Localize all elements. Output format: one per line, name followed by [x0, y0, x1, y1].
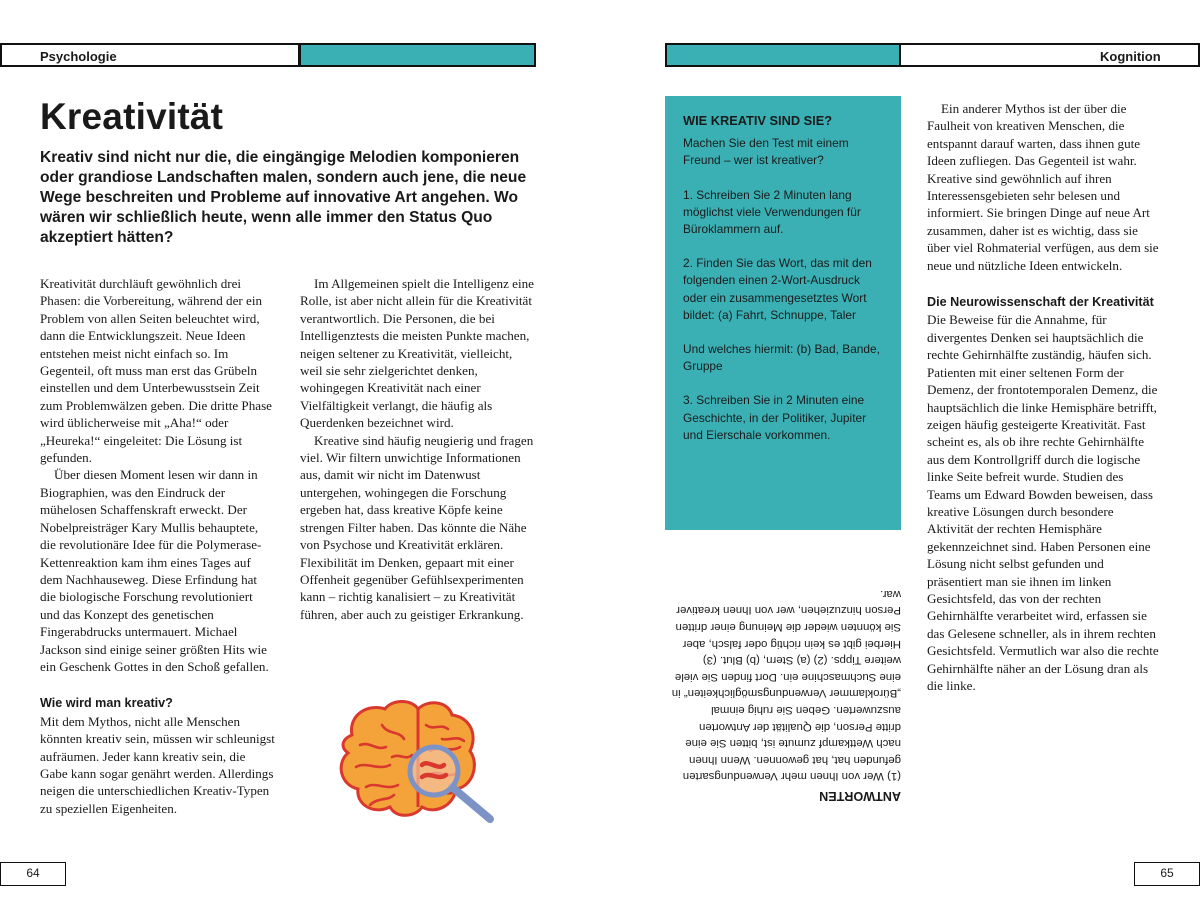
right-header-accent-bar — [665, 43, 901, 67]
paragraph: Im Allgemeinen spielt die Intelligenz eine Rolle, ist aber nicht allein für die Kreativität verantwortlich. Die Personen, die bei Intelligenztests die meisten Punkte machen, neigen seltener zu Kreativität, vielleicht, weil sie sehr zielgerichtet denken, wohingegen Kreativität nach einer Vielfältigkeit verlangt, die häufig als Querdenken bezeichnet wird. — [300, 276, 534, 431]
answers-text: (1) Wer von Ihnen mehr Verwendungsarten gefunden hat, hat gewonnen. Wenn Ihnen nach Wettkampf zumute ist, bitten Sie eine dritte Person, die Qualität der Antworten auszuwerten. Geben Sie ruhig einmal „Büroklammer Verwendungsmöglichkeiten“ in eine Suchmaschine ein. Dort finden Sie viele weitere Tipps. (2) (a) Stern, (b) Blut. (3) Hierbei gibt es kein richtig oder falsch, aber Sie könnten wieder die Meinung einer dritten Person hinzuziehen, wer von Ihnen kreativer war. — [671, 587, 901, 783]
right-page-number: 65 — [1134, 862, 1200, 886]
quiz-box — [665, 96, 901, 530]
left-header-accent-bar — [299, 43, 536, 67]
left-column-1 — [40, 275, 275, 817]
quiz-question-1: 1. Schreiben Sie 2 Minuten lang möglichst viele Verwendungen für Büroklammern auf. — [683, 187, 861, 237]
paragraph: Über diesen Moment lesen wir dann in Biographien, was den Eindruck der mühelosen Schaffenskraft erweckt. Der Nobelpreisträger Kary Mullis behauptete, die revolutionäre Idee für die Polymerase-Kettenreaktion kam ihm eines Tages auf dem Nachhauseweg. Diese Erfindung hat die biologische Forschung revolutioniert und das Konzept des genetischen Fingerabdrucks untermauert. Michael Jackson sind einige seiner größten Hits wie ein Geschenk Gottes in den Schoß gefallen. — [40, 467, 269, 674]
paragraph: Ein anderer Mythos ist der über die Faulheit von kreativen Menschen, die entspannt darauf warten, dass ihnen gute Ideen zufliegen. Das Gegenteil ist wahr. Kreative sind gewöhnlich auf ihren Interessensgebieten sehr belesen und informiert. Sie bringen Dinge auf neue Art zusammen, daher ist es wichtig, dass sie über viel Rohmaterial verfügen, aus dem sie neue und nützliche Ideen entwickeln. — [927, 101, 1159, 273]
quiz-question-3: 3. Schreiben Sie in 2 Minuten eine Geschichte, in der Politiker, Jupiter und Eierschale vorkommen. — [683, 393, 867, 442]
paragraph: Die Beweise für die Annahme, für divergentes Denken sei hauptsächlich die rechte Gehirnhälfte zuständig, häufen sich. Patienten mit einer seltenen Form der Demenz, der frontotemporalen Demenz, die hauptsächlich die linke Hemisphäre betrifft, zeigen häufig gesteigerte Kreativität. Fast scheint es, als ob ihre rechte Gehirnhälfte aus dem Kontrollgriff durch die logische linke Seite befreit wurde. Studien des Teams um Edward Bowden beweisen, dass kreative Lösungen durch besondere Aktivität der rechten Hemisphäre gekennzeichnet sind. Haben Personen eine Lösung nicht selbst gefunden und präsentiert man sie ihnen im linken Gesichtsfeld, das von der rechten Gehirnhälfte verarbeitet wird, erfassen sie das Gelesene schneller, als in ihrem rechten Gesichtsfeld. Vermutlich war also die rechte Gehirnhälfte näher an der Lösung dran als die linke. — [927, 312, 1159, 693]
quiz-question-2: 2. Finden Sie das Wort, das mit den folgenden einen 2-Wort-Ausdruck oder ein zusammengesetztes Wort bildet: (a) Fahrt, Schnuppe, Taler — [683, 256, 872, 322]
left-page-number: 64 — [0, 862, 66, 886]
left-section-label: Psychologie — [40, 49, 117, 64]
page-title: Kreativität — [40, 96, 224, 137]
right-column — [927, 100, 1159, 694]
quiz-intro: Machen Sie den Test mit einem Freund – wer ist kreativer? — [683, 136, 849, 168]
brain-illustration — [330, 695, 505, 830]
paragraph: Kreative sind häufig neugierig und fragen viel. Wir filtern unwichtige Informationen aus, damit wir nicht im Datenwust untergehen, wohingegen die Forschung ergeben hat, dass kreative Köpfe keine strengen Filter haben. Das könnte die Nähe von Psychose und Kreativität erklären. Flexibilität im Denken, gepaart mit einer Offenheit gegenüber Gefühlsexperimenten kann – richtig kanalisiert – zu Kreativität führen, aber auch zu geistiger Erkrankung. — [300, 432, 534, 622]
subheading: Wie wird man kreativ? — [40, 696, 173, 711]
paragraph: Mit dem Mythos, nicht alle Menschen könnten kreativ sein, müssen wir schleunigst aufräumen. Jeder kann kreativ sein, die Gabe kann sogar genährt werden. Allerdings neigen die unterschiedlichen Kreativ-Typen zu speziellen Eigenheiten. — [40, 713, 275, 816]
answers-upside-down — [665, 585, 901, 804]
right-section-label: Kognition — [1100, 49, 1161, 64]
paragraph: Kreativität durchläuft gewöhnlich drei Phasen: die Vorbereitung, während der ein Problem von allen Seiten beleuchtet wird, dann die Entwicklungszeit. Neue Ideen entstehen meist nicht einfach so. Im Gegenteil, oft muss man erst das Grübeln einstellen und dem Unterbewusstsein Zeit zum Problemwälzen geben. Die dritte Phase wird üblicherweise mit „Aha!“ oder „Heureka!“ eingeleitet: Die Lösung ist gefunden. — [40, 276, 272, 466]
quiz-title: WIE KREATIV SIND SIE? — [683, 113, 833, 128]
answers-title: ANTWORTEN — [819, 789, 901, 803]
intro-paragraph: Kreativ sind nicht nur die, die eingängige Melodien komponieren oder grandiose Landschaften malen, sondern auch jene, die neue Wege beschreiten und Probleme auf innovative Art angehen. Wo wären wir schließlich heute, wenn alle immer den Status Quo akzeptiert hätten? — [40, 149, 527, 246]
left-column-2 — [300, 275, 536, 623]
subheading: Die Neurowissenschaft der Kreativität — [927, 295, 1154, 310]
quiz-question-2b: Und welches hiermit: (b) Bad, Bande, Gruppe — [683, 342, 880, 374]
